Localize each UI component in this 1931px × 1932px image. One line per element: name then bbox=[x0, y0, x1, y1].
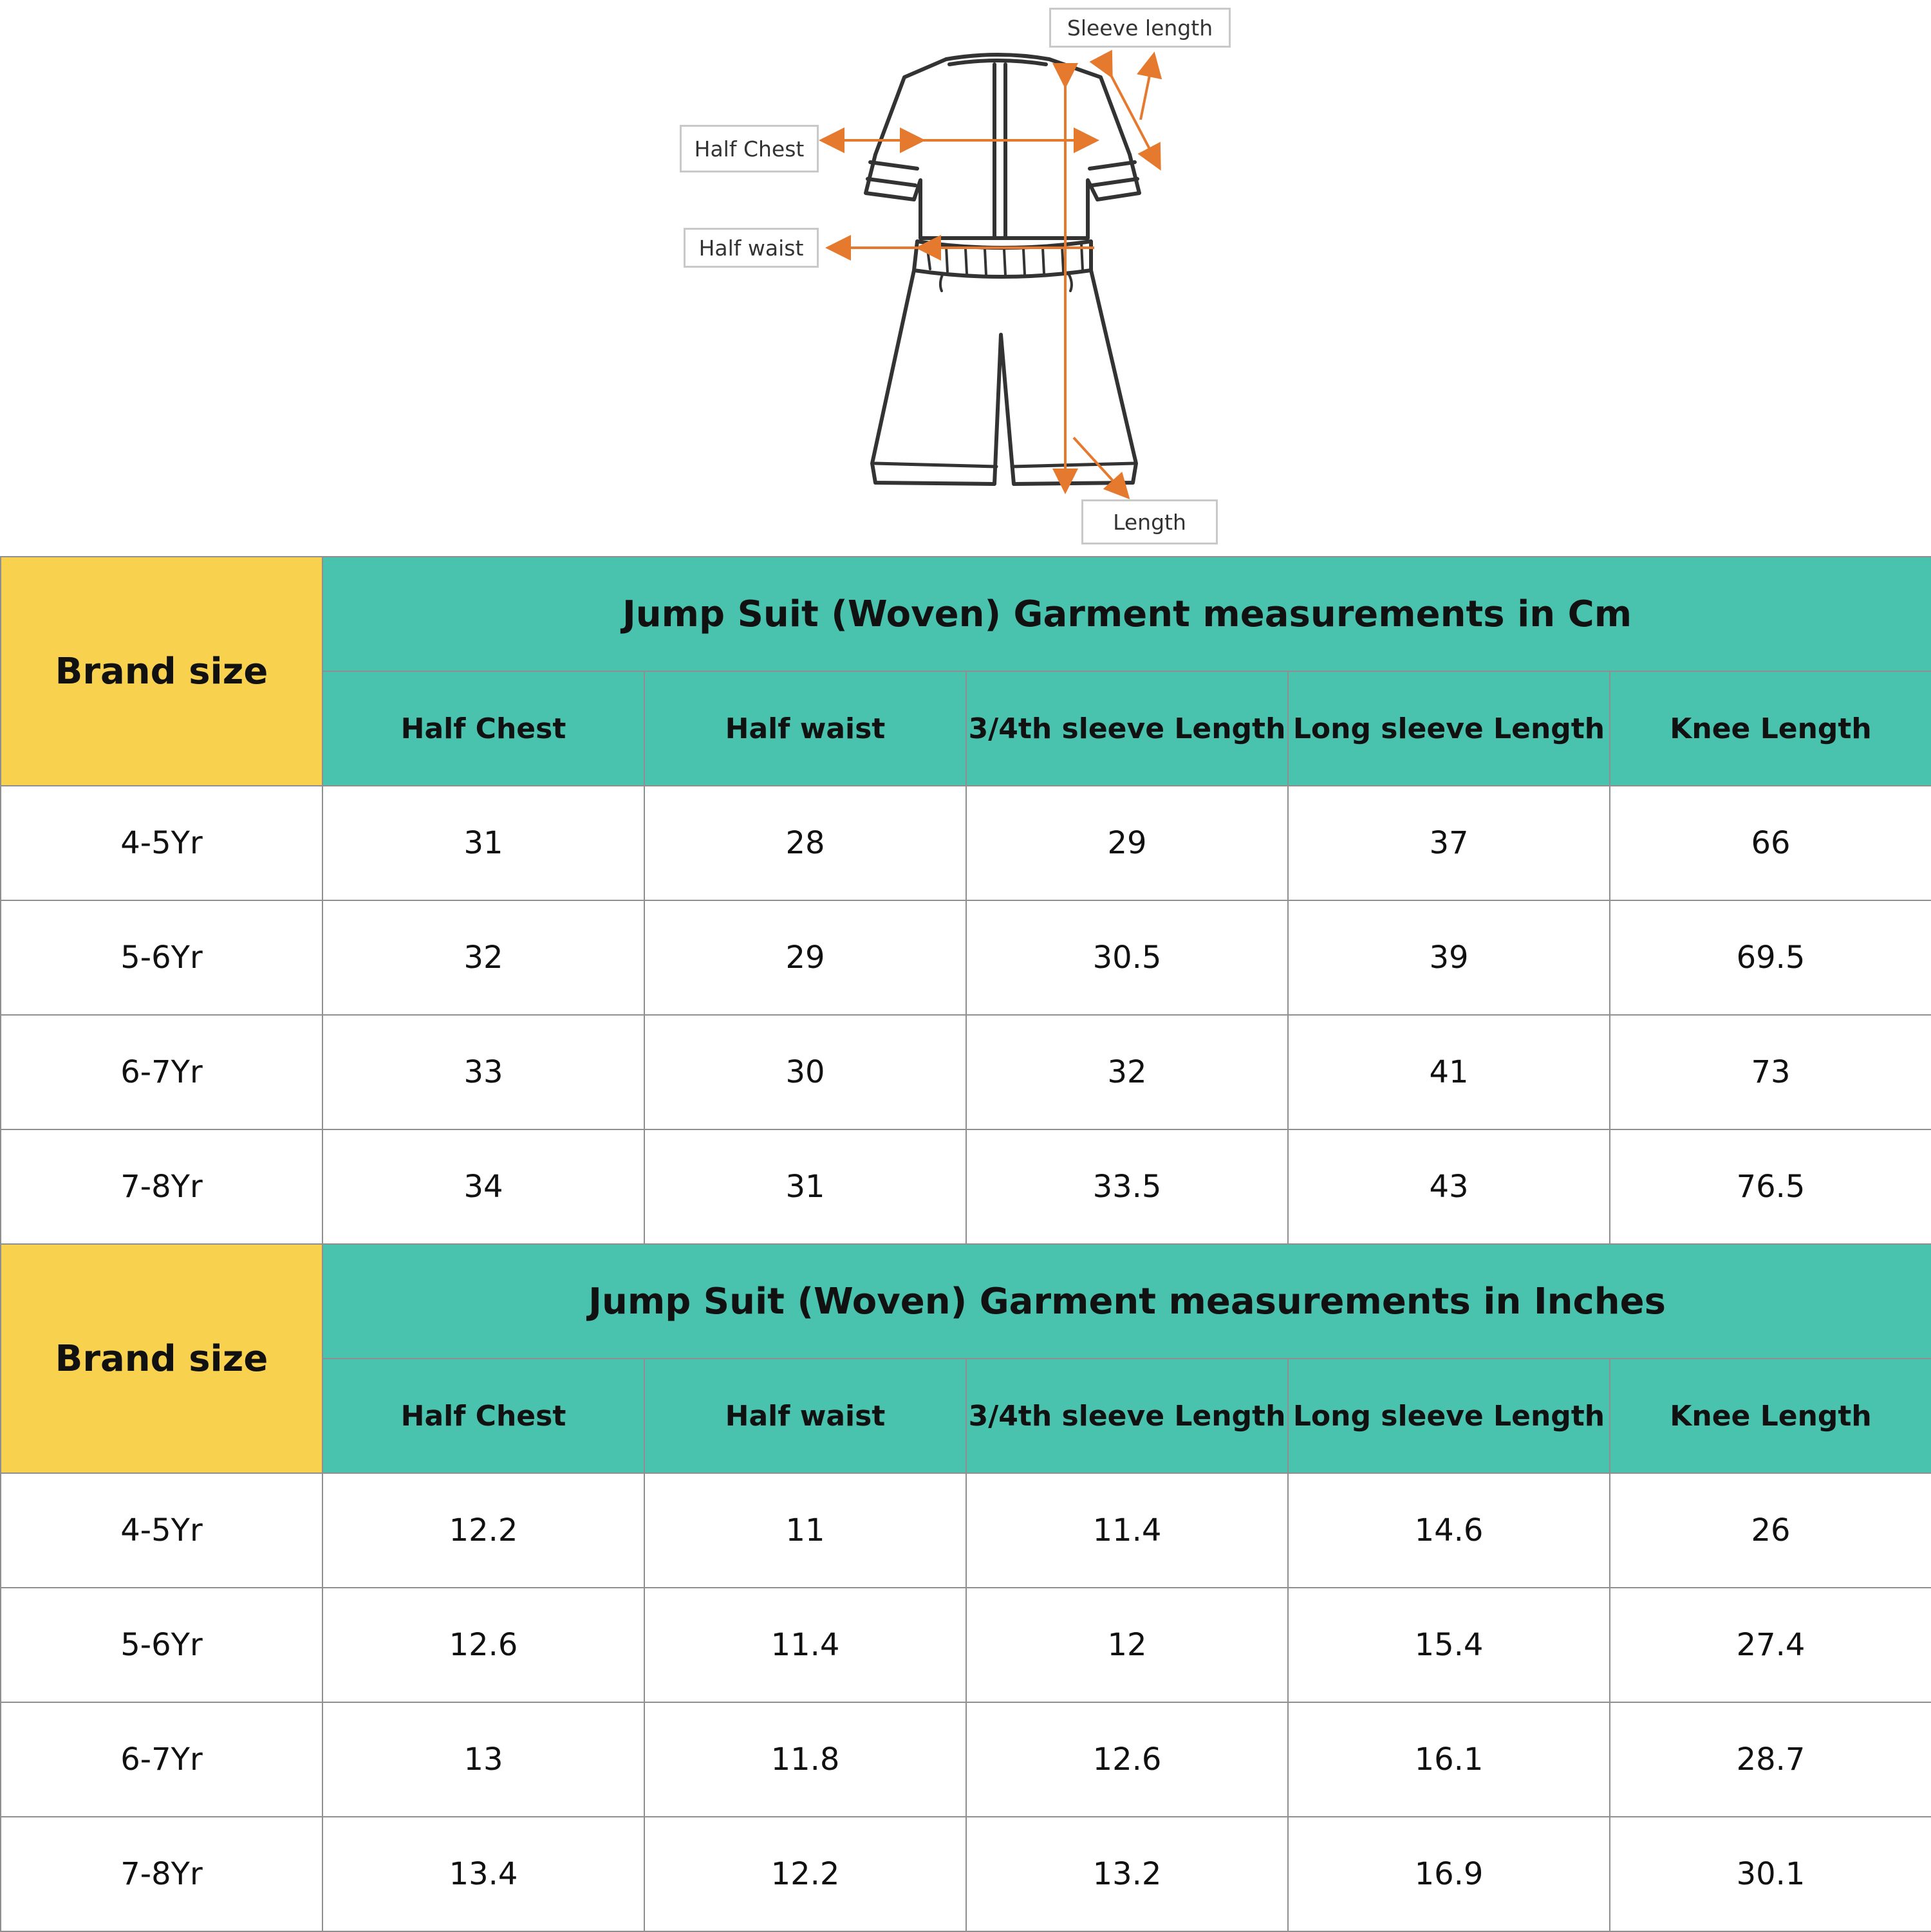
length-callout: Length bbox=[1081, 499, 1218, 544]
column-header-knee-length: Knee Length bbox=[1610, 671, 1931, 786]
column-header-half-waist: Half waist bbox=[644, 671, 966, 786]
size-cell: 6-7Yr bbox=[1, 1702, 322, 1817]
size-cell: 7-8Yr bbox=[1, 1129, 322, 1244]
value-cell: 31 bbox=[644, 1129, 966, 1244]
table-row bbox=[1, 1473, 1931, 1588]
value-cell: 33.5 bbox=[966, 1129, 1288, 1244]
value-cell: 28.7 bbox=[1610, 1702, 1931, 1817]
value-cell: 12.2 bbox=[644, 1817, 966, 1931]
table-row bbox=[1, 1588, 1931, 1702]
table-title: Jump Suit (Woven) Garment measurements in Inches bbox=[322, 1244, 1931, 1359]
value-cell: 27.4 bbox=[1610, 1588, 1931, 1702]
table-row bbox=[1, 1817, 1931, 1931]
column-header-knee-length: Knee Length bbox=[1610, 1359, 1931, 1473]
size-cell: 5-6Yr bbox=[1, 1588, 322, 1702]
value-cell: 30 bbox=[644, 1015, 966, 1129]
size-cell: 4-5Yr bbox=[1, 1473, 322, 1588]
value-cell: 66 bbox=[1610, 786, 1931, 900]
value-cell: 73 bbox=[1610, 1015, 1931, 1129]
value-cell: 11.8 bbox=[644, 1702, 966, 1817]
table-title: Jump Suit (Woven) Garment measurements in Cm bbox=[322, 557, 1931, 671]
value-cell: 11.4 bbox=[644, 1588, 966, 1702]
value-cell: 12.6 bbox=[322, 1588, 644, 1702]
column-header-three-quarter-sleeve: 3/4th sleeve Length bbox=[966, 671, 1288, 786]
value-cell: 12.2 bbox=[322, 1473, 644, 1588]
column-header-long-sleeve: Long sleeve Length bbox=[1288, 671, 1610, 786]
size-table-inches bbox=[0, 1243, 1931, 1932]
value-cell: 26 bbox=[1610, 1473, 1931, 1588]
value-cell: 39 bbox=[1288, 900, 1610, 1015]
value-cell: 34 bbox=[322, 1129, 644, 1244]
value-cell: 37 bbox=[1288, 786, 1610, 900]
size-cell: 6-7Yr bbox=[1, 1015, 322, 1129]
size-table-cm bbox=[0, 556, 1931, 1245]
table-row bbox=[1, 786, 1931, 900]
sleeve-length-callout: Sleeve length bbox=[1049, 8, 1231, 48]
value-cell: 30.5 bbox=[966, 900, 1288, 1015]
value-cell: 69.5 bbox=[1610, 900, 1931, 1015]
brand-size-header: Brand size bbox=[1, 557, 322, 786]
value-cell: 13.4 bbox=[322, 1817, 644, 1931]
column-header-three-quarter-sleeve: 3/4th sleeve Length bbox=[966, 1359, 1288, 1473]
value-cell: 13.2 bbox=[966, 1817, 1288, 1931]
value-cell: 76.5 bbox=[1610, 1129, 1931, 1244]
value-cell: 16.9 bbox=[1288, 1817, 1610, 1931]
value-cell: 32 bbox=[322, 900, 644, 1015]
value-cell: 28 bbox=[644, 786, 966, 900]
value-cell: 15.4 bbox=[1288, 1588, 1610, 1702]
table-row bbox=[1, 900, 1931, 1015]
value-cell: 13 bbox=[322, 1702, 644, 1817]
value-cell: 33 bbox=[322, 1015, 644, 1129]
half-waist-callout: Half waist bbox=[684, 228, 819, 268]
measurement-diagram bbox=[0, 0, 1931, 553]
table-row bbox=[1, 1015, 1931, 1129]
table-row bbox=[1, 1702, 1931, 1817]
column-header-long-sleeve: Long sleeve Length bbox=[1288, 1359, 1610, 1473]
value-cell: 30.1 bbox=[1610, 1817, 1931, 1931]
value-cell: 12 bbox=[966, 1588, 1288, 1702]
value-cell: 43 bbox=[1288, 1129, 1610, 1244]
value-cell: 31 bbox=[322, 786, 644, 900]
value-cell: 32 bbox=[966, 1015, 1288, 1129]
brand-size-header: Brand size bbox=[1, 1244, 322, 1473]
value-cell: 29 bbox=[644, 900, 966, 1015]
size-cell: 4-5Yr bbox=[1, 786, 322, 900]
size-cell: 7-8Yr bbox=[1, 1817, 322, 1931]
value-cell: 41 bbox=[1288, 1015, 1610, 1129]
jumpsuit-illustration bbox=[0, 0, 1931, 553]
column-header-half-chest: Half Chest bbox=[322, 1359, 644, 1473]
value-cell: 14.6 bbox=[1288, 1473, 1610, 1588]
column-header-half-chest: Half Chest bbox=[322, 671, 644, 786]
size-cell: 5-6Yr bbox=[1, 900, 322, 1015]
column-header-half-waist: Half waist bbox=[644, 1359, 966, 1473]
table-row bbox=[1, 1129, 1931, 1244]
value-cell: 12.6 bbox=[966, 1702, 1288, 1817]
value-cell: 11.4 bbox=[966, 1473, 1288, 1588]
half-chest-callout: Half Chest bbox=[680, 125, 819, 172]
value-cell: 29 bbox=[966, 786, 1288, 900]
value-cell: 16.1 bbox=[1288, 1702, 1610, 1817]
value-cell: 11 bbox=[644, 1473, 966, 1588]
